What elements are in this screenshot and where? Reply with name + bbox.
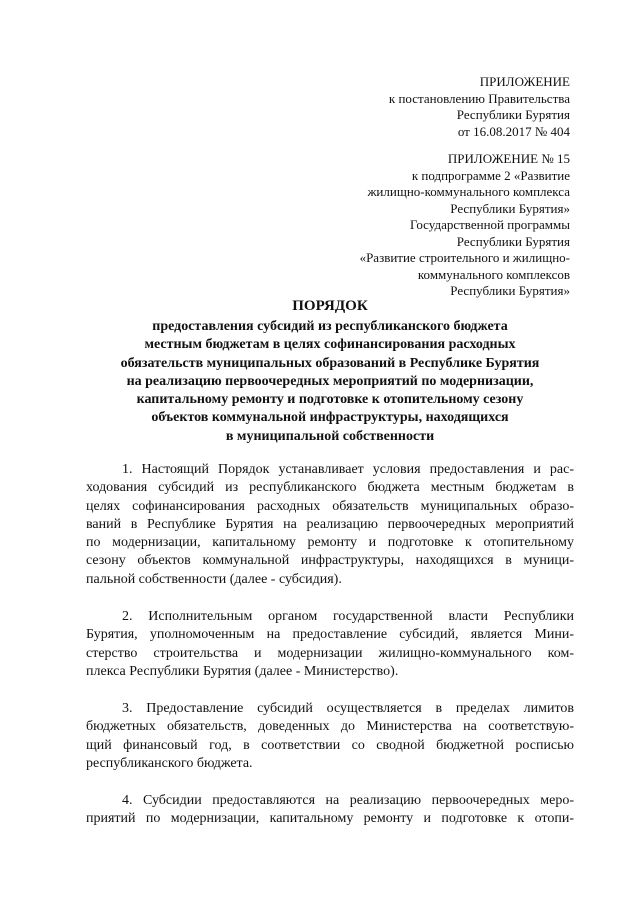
paragraph-line: пальной собственности (далее - субсидия).: [86, 571, 342, 587]
paragraph-line: сезону объектов коммунальной инфраструктуры, находящихся в муници-: [86, 553, 574, 569]
document-title-block: [100, 297, 560, 446]
document-title: ПОРЯДОК: [292, 298, 368, 314]
annex-line: к постановлению Правительства: [388, 90, 570, 106]
annex2-line: Республики Бурятия: [456, 233, 570, 249]
paragraph-line: приятий по модернизации, капитальному ремонту и подготовке к отопи-: [86, 811, 574, 827]
paragraph-line: 2. Исполнительным органом государственной власти Республики: [122, 609, 574, 624]
subtitle-line: местным бюджетам в целях софинансирования расходных: [144, 337, 516, 353]
paragraph-line: 3. Предоставление субсидий осуществляется в пределах лимитов: [122, 701, 574, 716]
paragraph-line: ходования субсидий из республиканского бюджета местным бюджетам в: [86, 480, 574, 496]
paragraph-line: республиканского бюджета.: [86, 755, 253, 771]
paragraph-4: [86, 792, 574, 829]
subtitle-line: предоставления субсидий из республиканского бюджета: [152, 319, 508, 334]
paragraph-1: [86, 461, 574, 589]
annex2-line: жилищно-коммунального комплекса: [367, 184, 570, 199]
paragraph-3: [86, 700, 574, 773]
subtitle-line: капитальному ремонту и подготовке к отопительному сезону: [136, 392, 524, 408]
annex2-line: Республики Бурятия»: [450, 283, 570, 298]
annex-header: [389, 74, 570, 140]
annex2-line: Республики Бурятия»: [450, 200, 570, 216]
subtitle-line: обязательств муниципальных образований в Республике Бурятия: [120, 355, 540, 371]
annex-line: от 16.08.2017 № 404: [457, 123, 570, 139]
paragraph-line: щий финансовый год, в соответствии со сводной бюджетной росписью: [86, 737, 574, 753]
annex2-line: коммунального комплексов: [417, 266, 570, 282]
paragraph-line: ваний в Республике Бурятия на реализацию первоочередных мероприятий: [86, 516, 574, 532]
annex-subprogram: [360, 151, 570, 300]
paragraph-line: по модернизации, капитальному ремонту и подготовке к отопительному: [86, 535, 574, 551]
annex-line: ПРИЛОЖЕНИЕ: [479, 74, 570, 89]
annex2-line: ПРИЛОЖЕНИЕ № 15: [447, 151, 570, 166]
annex-line: Республики Бурятия: [456, 107, 570, 122]
annex2-line: Государственной программы: [409, 217, 570, 232]
subtitle-line: в муниципальной собственности: [225, 428, 435, 444]
annex2-line: «Развитие строительного и жилищно-: [359, 250, 570, 265]
paragraph-line: 1. Настоящий Порядок устанавливает условия предоставления и рас-: [122, 462, 574, 477]
paragraph-line: бюджетных обязательств, доведенных до Министерства на соответствую-: [86, 719, 574, 735]
subtitle-line: объектов коммунальной инфраструктуры, находящихся: [151, 410, 509, 426]
annex2-line: к подпрограмме 2 «Развитие: [411, 167, 570, 183]
paragraph-line: целях софинансирования расходных обязательств муниципальных образо-: [86, 498, 574, 514]
subtitle-line: на реализацию первоочередных мероприятий по модернизации,: [126, 373, 534, 389]
document-subtitle: [100, 318, 560, 446]
paragraph-line: 4. Субсидии предоставляются на реализацию первоочередных меро-: [122, 793, 574, 808]
paragraph-line: плекса Республики Бурятия (далее - Министерство).: [86, 663, 399, 679]
paragraph-2: [86, 608, 574, 681]
paragraph-line: Бурятия, уполномоченным на предоставление субсидий, является Мини-: [86, 627, 574, 643]
paragraph-line: стерство строительства и модернизации жилищно-коммунального ком-: [86, 645, 574, 661]
